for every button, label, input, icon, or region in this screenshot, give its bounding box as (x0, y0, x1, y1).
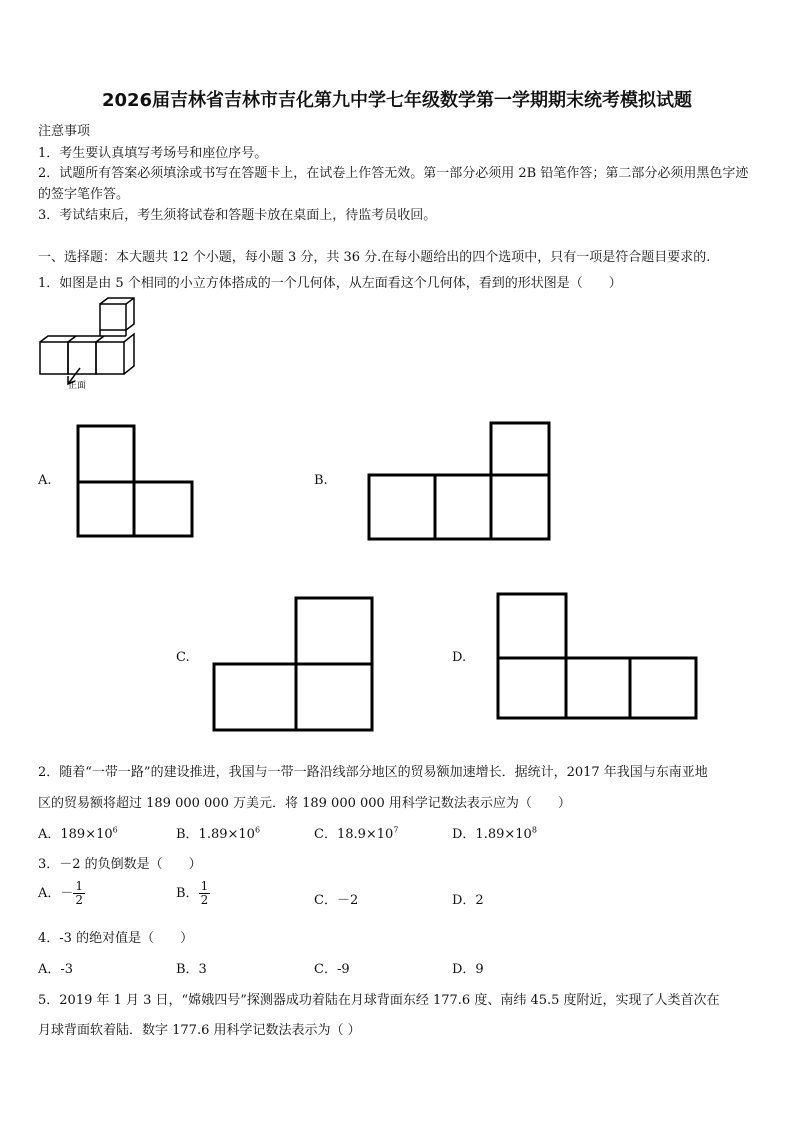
cube-figure (38, 296, 148, 392)
q1-option-a-figure (76, 424, 196, 540)
notice-item-1: 1．考生要认真填写考场号和座位序号。 (38, 146, 268, 161)
q3-option-c: C．－2 (314, 893, 359, 908)
q1-option-b-figure (367, 421, 553, 543)
q1-option-c-figure (212, 596, 376, 734)
q1-option-c-label: C. (176, 650, 190, 665)
notice-item-2: 2．试题所有答案必须填涂或书写在答题卡上，在试卷上作答无效。第一部分必须用 2B 铅笔作答；第二部分必须用黑色字迹的签字笔作答。 (38, 166, 749, 202)
q3-option-a-prefix: A．－ (38, 886, 74, 901)
q1-option-d-label: D. (452, 650, 467, 665)
question-3-stem: 3．－2 的负倒数是（ ） (38, 857, 202, 872)
fraction-numerator: 1 (200, 879, 209, 893)
q2-option-c (314, 823, 398, 842)
q1-option-d-figure (496, 592, 700, 722)
q2-option-d-exp: 8 (531, 825, 537, 835)
question-5-stem-line-2: 月球背面软着陆．数字 177.6 用科学记数法表示为（ ） (38, 1023, 361, 1038)
q2-option-d-text: D．1.89×10 (452, 827, 532, 842)
q2-option-a-exp: 6 (112, 825, 118, 835)
q3-option-d: D．2 (452, 893, 484, 908)
notice-heading: 注意事项 (38, 124, 91, 139)
q2-option-a-text: A．189×10 (38, 827, 113, 842)
notice-item-3: 3．考试结束后，考生须将试卷和答题卡放在桌面上，待监考员收回。 (38, 208, 437, 223)
q1-option-a-label: A. (38, 473, 52, 488)
q3-option-b-fraction (199, 880, 211, 907)
question-2-stem-line-1: 2．随着“一带一路”的建设推进，我国与一带一路沿线部分地区的贸易额加速增长．据统计，2017 年我国与东南亚地 (38, 765, 708, 780)
front-label: 正面 (68, 381, 87, 391)
q3-option-a-fraction (73, 880, 85, 907)
q2-option-c-exp: 7 (393, 825, 399, 835)
q2-option-b (176, 823, 260, 842)
q2-option-a (38, 823, 118, 842)
q2-option-c-text: C．18.9×10 (314, 827, 394, 842)
q3-option-b-prefix: B． (176, 886, 199, 901)
fraction-denominator: 2 (200, 893, 209, 907)
q3-option-b (176, 880, 210, 907)
question-1-stem: 1．如图是由 5 个相同的小立方体搭成的一个几何体，从左面看这个几何体，看到的形状图是（ ） (38, 276, 622, 291)
q4-option-c: C．-9 (314, 962, 350, 977)
question-5-stem-line-1: 5．2019 年 1 月 3 日，“嫦娥四号”探测器成功着陆在月球背面东经 177.6 度、南纬 45.5 度附近，实现了人类首次在 (38, 993, 720, 1008)
fraction-numerator: 1 (75, 879, 84, 893)
q1-option-b-label: B. (314, 473, 328, 488)
q2-option-d (452, 823, 537, 842)
q2-option-b-text: B．1.89×10 (176, 827, 255, 842)
q3-option-a (38, 880, 85, 907)
page-title: 2026届吉林省吉林市吉化第九中学七年级数学第一学期期末统考模拟试题 (101, 90, 693, 111)
question-4-stem: 4．-3 的绝对值是（ ） (38, 931, 194, 946)
fraction-denominator: 2 (75, 893, 84, 907)
section-heading: 一、选择题：本大题共 12 个小题，每小题 3 分，共 36 分.在每小题给出的四个选项中，只有一项是符合题目要求的. (38, 250, 711, 265)
question-2-stem-line-2: 区的贸易额将超过 189 000 000 万美元．将 189 000 000 用科学记数法表示应为（ ） (38, 796, 571, 811)
q4-option-b: B．3 (176, 962, 207, 977)
q4-option-d: D．9 (452, 962, 484, 977)
q4-option-a: A．-3 (38, 962, 74, 977)
q2-option-b-exp: 6 (254, 825, 261, 835)
